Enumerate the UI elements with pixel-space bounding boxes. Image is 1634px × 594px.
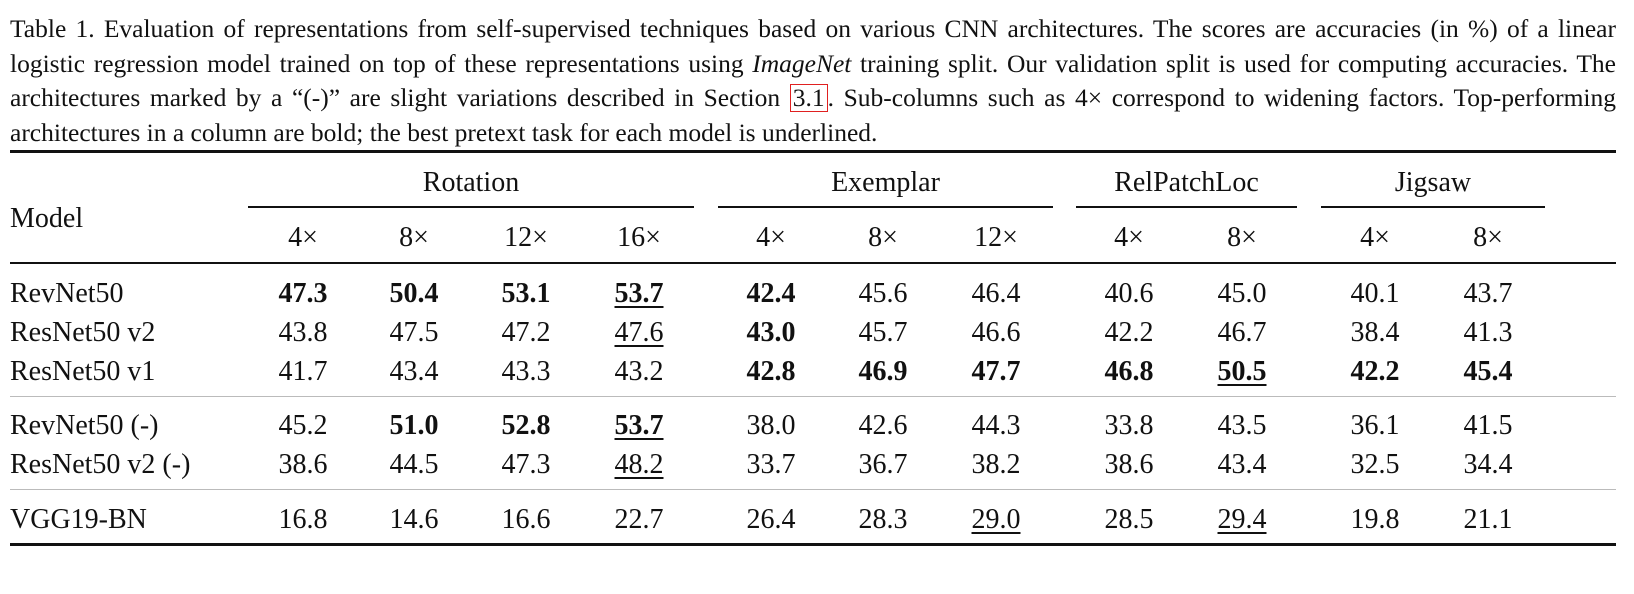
table-top-rule (10, 150, 1616, 153)
table-cell: 33.7 (746, 449, 796, 480)
table-cell: 46.7 (1217, 317, 1267, 348)
group-header-rotation: Rotation (422, 167, 520, 198)
table-cell: 34.4 (1463, 449, 1513, 480)
header-bottom-rule (10, 262, 1616, 264)
subcolumn-header: 12× (504, 222, 548, 253)
group-underline-rotation (248, 206, 694, 208)
table-cell: 50.5 (1217, 356, 1267, 387)
table-cell: 33.8 (1104, 410, 1154, 441)
table-cell: 43.4 (1217, 449, 1267, 480)
table-cell: 42.2 (1350, 356, 1400, 387)
table-cell: 47.2 (501, 317, 551, 348)
table-cell: 47.3 (501, 449, 551, 480)
table-cell: 43.7 (1463, 278, 1513, 309)
table-cell: 29.0 (971, 504, 1021, 535)
table-cell: 44.3 (971, 410, 1021, 441)
group-underline-exemplar (718, 206, 1053, 208)
caption-text-2: training split. Our validation split is used for computing accuracies. The architectures marked by a “(-)” are slight variations described in Section (10, 48, 1616, 112)
row-model-name: ResNet50 v2 (10, 317, 156, 348)
table-cell: 28.3 (858, 504, 908, 535)
subcolumn-header: 4× (1114, 222, 1144, 253)
table-cell: 42.6 (858, 410, 908, 441)
table-cell: 38.2 (971, 449, 1021, 480)
table-cell: 36.1 (1350, 410, 1400, 441)
table-cell: 52.8 (501, 410, 551, 441)
group-header-relpatchloc: RelPatchLoc (1114, 167, 1259, 198)
table-cell: 21.1 (1463, 504, 1513, 535)
subcolumn-header: 4× (756, 222, 786, 253)
table-cell: 45.2 (278, 410, 328, 441)
table-cell: 38.6 (1104, 449, 1154, 480)
table-cell: 43.2 (614, 356, 664, 387)
group-separator-2 (10, 489, 1616, 490)
table-cell: 43.5 (1217, 410, 1267, 441)
table-cell: 38.0 (746, 410, 796, 441)
group-header-exemplar: Exemplar (831, 167, 940, 198)
table-cell: 42.8 (746, 356, 796, 387)
table-cell: 41.7 (278, 356, 328, 387)
table-cell: 45.4 (1463, 356, 1513, 387)
table-cell: 32.5 (1350, 449, 1400, 480)
subcolumn-header: 8× (1473, 222, 1503, 253)
table-cell: 28.5 (1104, 504, 1154, 535)
table-caption (10, 12, 1616, 150)
table-cell: 53.7 (614, 278, 664, 309)
table-cell: 47.3 (278, 278, 328, 309)
group-underline-relpatchloc (1076, 206, 1297, 208)
table-cell: 43.4 (389, 356, 439, 387)
table-cell: 16.6 (501, 504, 551, 535)
row-model-name: RevNet50 (10, 278, 124, 309)
subcolumn-header: 4× (1360, 222, 1390, 253)
table-cell: 47.6 (614, 317, 664, 348)
table-cell: 43.3 (501, 356, 551, 387)
table-cell: 36.7 (858, 449, 908, 480)
caption-text-1: Table 1. Evaluation of representations from self-supervised techniques based on various CNN architectures. The scores are accuracies (in %) of a linear logistic regression model trained on top of these representations using (10, 14, 1616, 78)
table-cell: 46.6 (971, 317, 1021, 348)
table-cell: 38.6 (278, 449, 328, 480)
subcolumn-header: 8× (1227, 222, 1257, 253)
table-cell: 45.0 (1217, 278, 1267, 309)
table-cell: 43.0 (746, 317, 796, 348)
table-cell: 26.4 (746, 504, 796, 535)
group-header-jigsaw: Jigsaw (1394, 167, 1472, 198)
model-column-header: Model (10, 203, 84, 234)
table-cell: 47.7 (971, 356, 1021, 387)
table-cell: 14.6 (389, 504, 439, 535)
table-cell: 51.0 (389, 410, 439, 441)
group-underline-jigsaw (1321, 206, 1545, 208)
subcolumn-header: 8× (868, 222, 898, 253)
section-reference-link[interactable]: 3.1 (790, 84, 828, 112)
row-model-name: RevNet50 (-) (10, 410, 159, 441)
row-model-name: ResNet50 v1 (10, 356, 156, 387)
table-bottom-rule (10, 543, 1616, 546)
subcolumn-header: 4× (288, 222, 318, 253)
table-cell: 46.9 (858, 356, 908, 387)
table-cell: 45.7 (858, 317, 908, 348)
caption-text-3: . Sub-columns such as 4× correspond to widening factors. Top-performing architectures in a column are bold; the best pretext task for each model is underlined. (10, 83, 1616, 147)
caption-dataset-name: ImageNet (752, 48, 852, 78)
table-cell: 45.6 (858, 278, 908, 309)
table-cell: 46.8 (1104, 356, 1154, 387)
table-cell: 41.5 (1463, 410, 1513, 441)
table-cell: 50.4 (389, 278, 439, 309)
table-cell: 40.6 (1104, 278, 1154, 309)
table-cell: 41.3 (1463, 317, 1513, 348)
subcolumn-header: 8× (399, 222, 429, 253)
table-cell: 42.2 (1104, 317, 1154, 348)
table-cell: 22.7 (614, 504, 664, 535)
table-cell: 48.2 (614, 449, 664, 480)
table-cell: 46.4 (971, 278, 1021, 309)
subcolumn-header: 16× (617, 222, 661, 253)
row-model-name: VGG19-BN (10, 504, 147, 535)
table-cell: 40.1 (1350, 278, 1400, 309)
table-cell: 38.4 (1350, 317, 1400, 348)
table-cell: 42.4 (746, 278, 796, 309)
table-cell: 47.5 (389, 317, 439, 348)
subcolumn-header: 12× (974, 222, 1018, 253)
table-cell: 44.5 (389, 449, 439, 480)
table-cell: 53.7 (614, 410, 664, 441)
row-model-name: ResNet50 v2 (-) (10, 449, 191, 480)
table-cell: 19.8 (1350, 504, 1400, 535)
table-cell: 29.4 (1217, 504, 1267, 535)
table-cell: 16.8 (278, 504, 328, 535)
table-cell: 43.8 (278, 317, 328, 348)
group-separator-1 (10, 396, 1616, 397)
table-cell: 53.1 (501, 278, 551, 309)
